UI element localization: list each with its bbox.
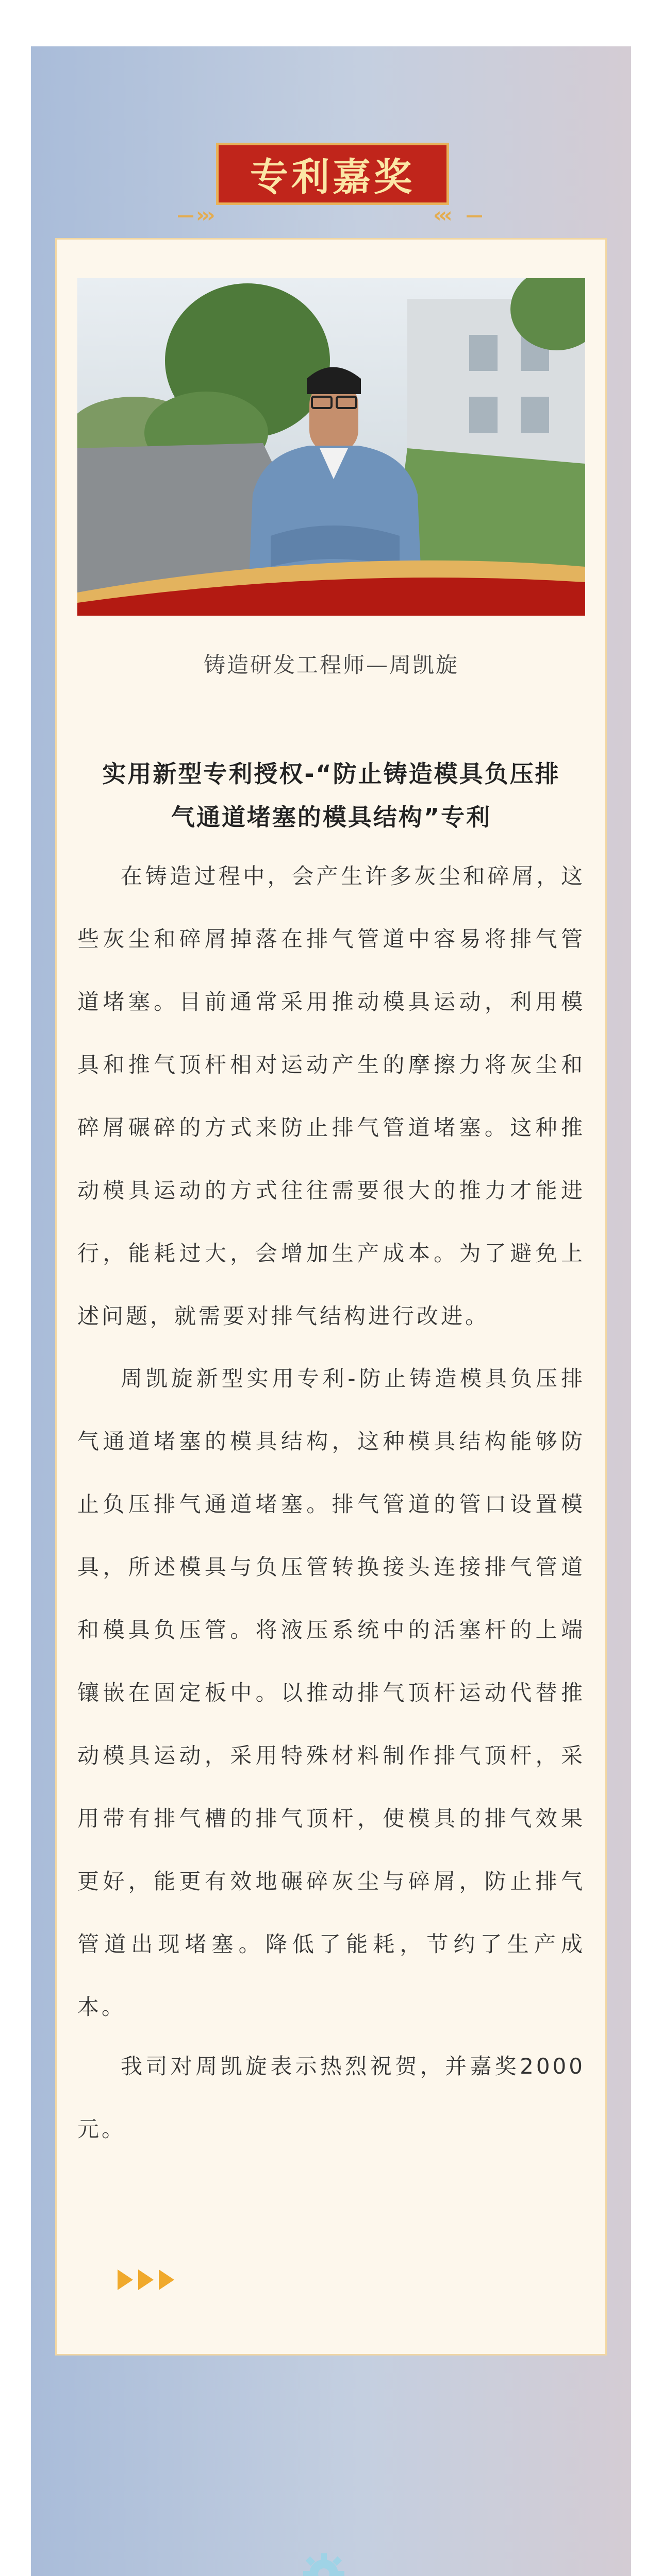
article-title-line-1: 实用新型专利授权-“防止铸造模具负压排 — [102, 760, 560, 788]
portrait-photo — [77, 278, 585, 616]
photo-caption: 铸造研发工程师—周凯旋 — [203, 652, 459, 677]
article-title-line-2: 气通道堵塞的模具结构”专利 — [171, 803, 492, 831]
article-title — [77, 752, 585, 839]
paragraph-2: 周凯旋新型实用专利-防止铸造模具负压排气通道堵塞的模具结构，这种模具结构能够防止负压排气通道堵塞。排气管道的管口设置模具，所述模具与负压管转换接头连接排气管道和模具负压管。将液压系统中的活塞杆的上端镶嵌在固定板中。以推动排气顶杆运动代替推动模具运动，采用特殊材料制作排气顶杆，采用带有排气槽的排气顶杆，使模具的排气效果更好，能更有效地碾碎灰尘与碎屑，防止排气管道出现堵塞。降低了能耗，节约了生产成本。 — [77, 1366, 585, 2020]
paragraph-1: 在铸造过程中，会产生许多灰尘和碎屑，这些灰尘和碎屑掉落在排气管道中容易将排气管道堵塞。目前通常采用推动模具运动，利用模具和推气顶杆相对运动产生的摩擦力将灰尘和碎屑碾碎的方式来防止排气管道堵塞。这种推动模具运动的方式往往需要很大的推力才能进行，能耗过大，会增加生产成本。为了避免上述问题，就需要对排气结构进行改进。 — [77, 863, 585, 1329]
paragraph-3: 我司对周凯旋表示热烈祝贺，并嘉奖2000元。 — [77, 2054, 585, 2142]
title-right-line — [467, 215, 482, 217]
title-left-arrows-icon: ››› — [196, 204, 212, 227]
triple-play-arrow-icon — [118, 2267, 179, 2293]
gear-icon — [299, 2550, 361, 2576]
title-left-line — [178, 215, 193, 217]
title-right-arrows-icon: ‹‹‹ — [433, 204, 450, 227]
page-title: 专利嘉奖 — [216, 143, 449, 205]
